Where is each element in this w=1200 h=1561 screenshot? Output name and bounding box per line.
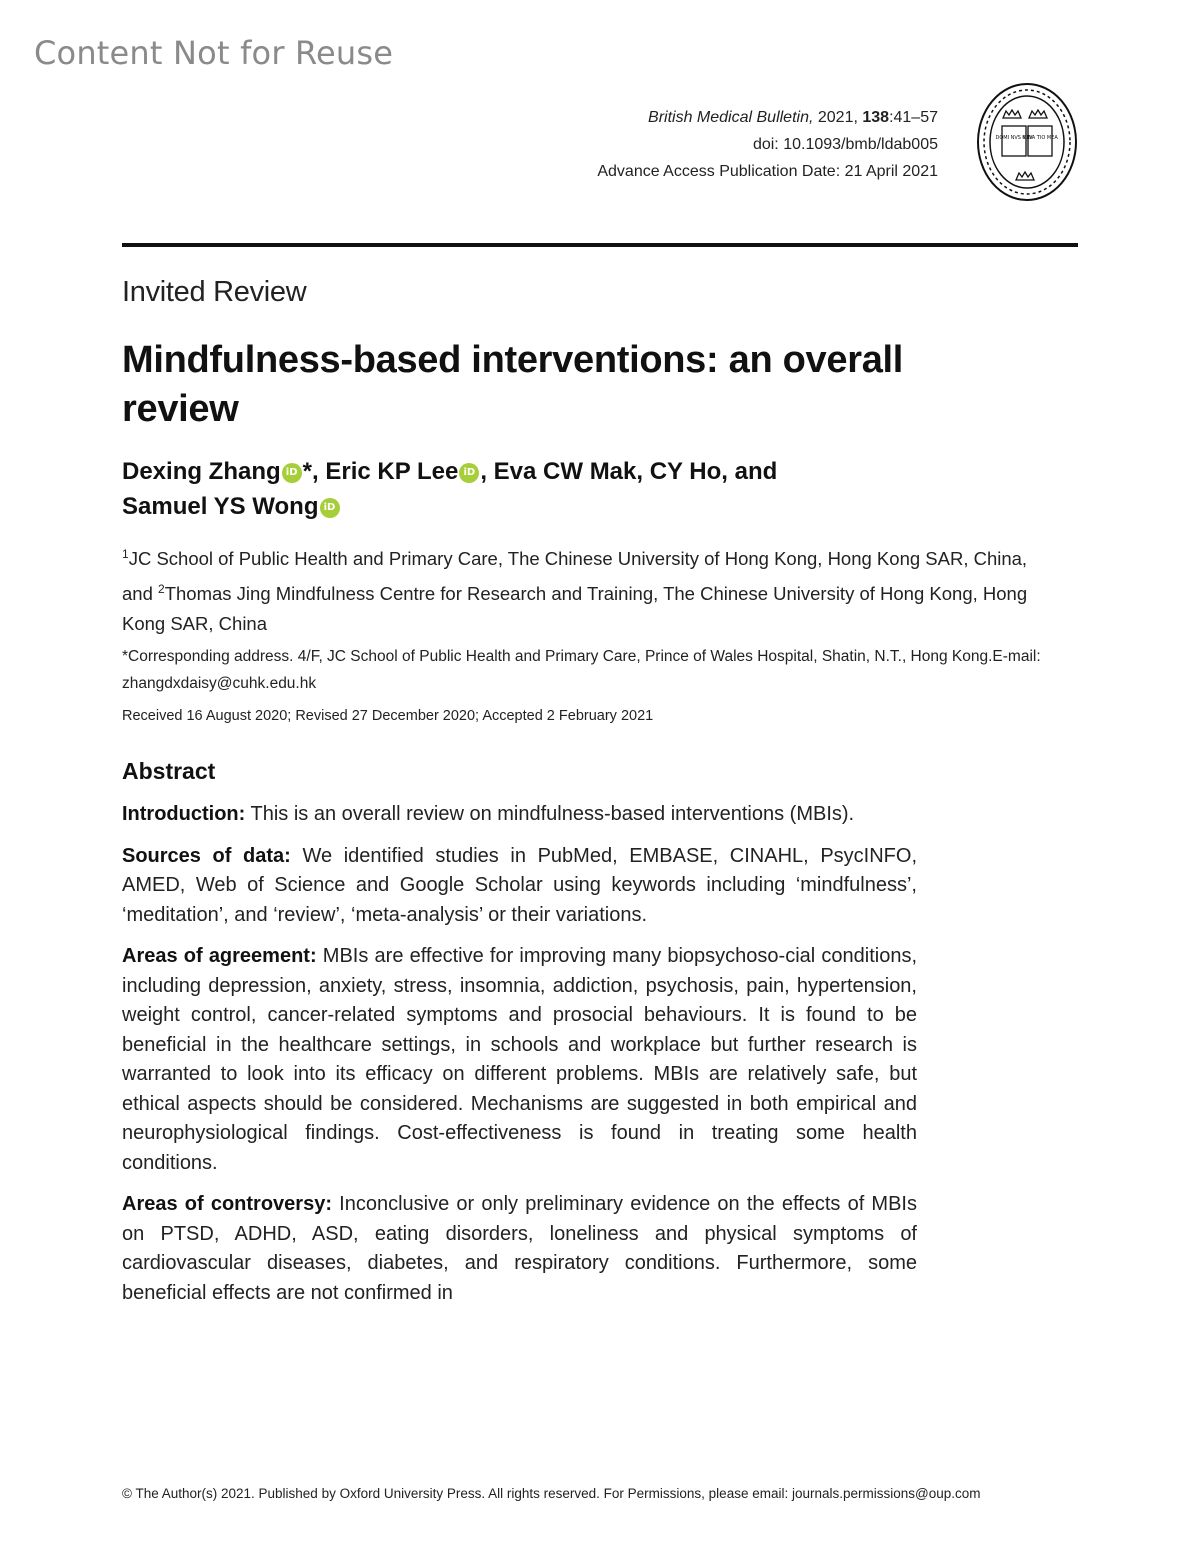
section-text: This is an overall review on mindfulness-based interventions (MBIs).	[245, 803, 855, 825]
abstract-section	[122, 1190, 917, 1308]
citation-volume: 138	[862, 109, 890, 126]
abstract-body	[122, 800, 917, 1320]
section-label: Areas of controversy:	[122, 1193, 332, 1215]
section-text: MBIs are effective for improving many biopsychoso-cial conditions, including depression, anxiety, stress, insomnia, addiction, psychosis, pain, hypertension, weight control, cancer-related symptoms and prosocial behaviours. It is found to be beneficial in the healthcare settings, in schools and workplace but further research is warranted to look into its efficacy on different problems. MBIs are relatively safe, but ethical aspects should be considered. Mechanisms are suggested in both empirical and neurophysiological findings. Cost-effectiveness is found in treating some health conditions.	[122, 945, 918, 1174]
abstract-section	[122, 842, 917, 931]
orcid-icon[interactable]: iD	[282, 463, 302, 483]
author-name: Eric KP Lee	[325, 458, 459, 485]
affiliation-text: JC School of Public Health and Primary Care, The Chinese University of Hong Kong, Hong Kong SAR, China, and	[122, 548, 1028, 605]
affiliation-number: 1	[122, 547, 129, 561]
author-name: Samuel YS Wong	[122, 493, 319, 520]
author-names: , Eva CW Mak, CY Ho, and	[480, 458, 778, 485]
affiliation-number: 2	[158, 582, 165, 597]
section-label: Areas of agreement:	[122, 945, 317, 967]
citation-year: 2021,	[813, 109, 863, 126]
journal-citation	[597, 104, 938, 131]
article-title: Mindfulness-based interventions: an overall review	[122, 339, 904, 430]
section-label: Sources of data:	[122, 844, 291, 867]
seal-book-left: DOMI NVS ILLV	[995, 135, 1033, 141]
abstract-section	[122, 942, 917, 1178]
article-type: Invited Review	[122, 276, 307, 308]
affiliations	[122, 539, 1057, 639]
watermark: Content Not for Reuse	[34, 34, 394, 72]
corresponding-mark: *,	[302, 458, 326, 485]
seal-book-right: MINA TIO MEA	[1022, 135, 1058, 141]
affiliation-text: Thomas Jing Mindfulness Centre for Research and Training, The Chinese University of Hong Kong, Hong Kong SAR, China	[122, 583, 1028, 635]
author-list	[122, 454, 982, 524]
header-rule	[122, 243, 1078, 247]
citation-block	[597, 104, 938, 185]
corresponding-address: *Corresponding address. 4/F, JC School of Public Health and Primary Care, Prince of Wales Hospital, Shatin, N.T., Hong Kong.E-mail: zhangdxdaisy@cuhk.edu.hk	[122, 648, 1041, 692]
orcid-icon[interactable]: iD	[320, 498, 340, 518]
section-label: Introduction:	[122, 803, 246, 825]
copyright-footer: © The Author(s) 2021. Published by Oxford University Press. All rights reserved. For Permissions, please email: journals.permissions@oup.com	[122, 1486, 981, 1501]
abstract-section	[122, 800, 917, 830]
section-text: Inconclusive or only preliminary evidence on the effects of MBIs on PTSD, ADHD, ASD, eating disorders, loneliness and physical symptoms of cardiovascular diseases, diabetes, and respiratory conditions. Furthermore, some beneficial effects are not confirmed in	[122, 1193, 917, 1304]
journal-name: British Medical Bulletin,	[648, 109, 814, 126]
oxford-seal-logo	[975, 80, 1079, 204]
doi: doi: 10.1093/bmb/ldab005	[752, 136, 938, 153]
received-dates: Received 16 August 2020; Revised 27 December 2020; Accepted 2 February 2021	[122, 708, 654, 724]
citation-pages: :41–57	[889, 109, 938, 126]
abstract-heading: Abstract	[122, 758, 216, 784]
section-text: We identified studies in PubMed, EMBASE, CINAHL, PsycINFO, AMED, Web of Science and Google Scholar using keywords including ‘mindfulness’, ‘meditation’, and ‘review’, ‘meta-analysis’ or their variations.	[122, 844, 917, 926]
orcid-icon[interactable]: iD	[459, 463, 479, 483]
author-name: Dexing Zhang	[122, 458, 281, 485]
publication-date: Advance Access Publication Date: 21 April 2021	[597, 163, 938, 180]
